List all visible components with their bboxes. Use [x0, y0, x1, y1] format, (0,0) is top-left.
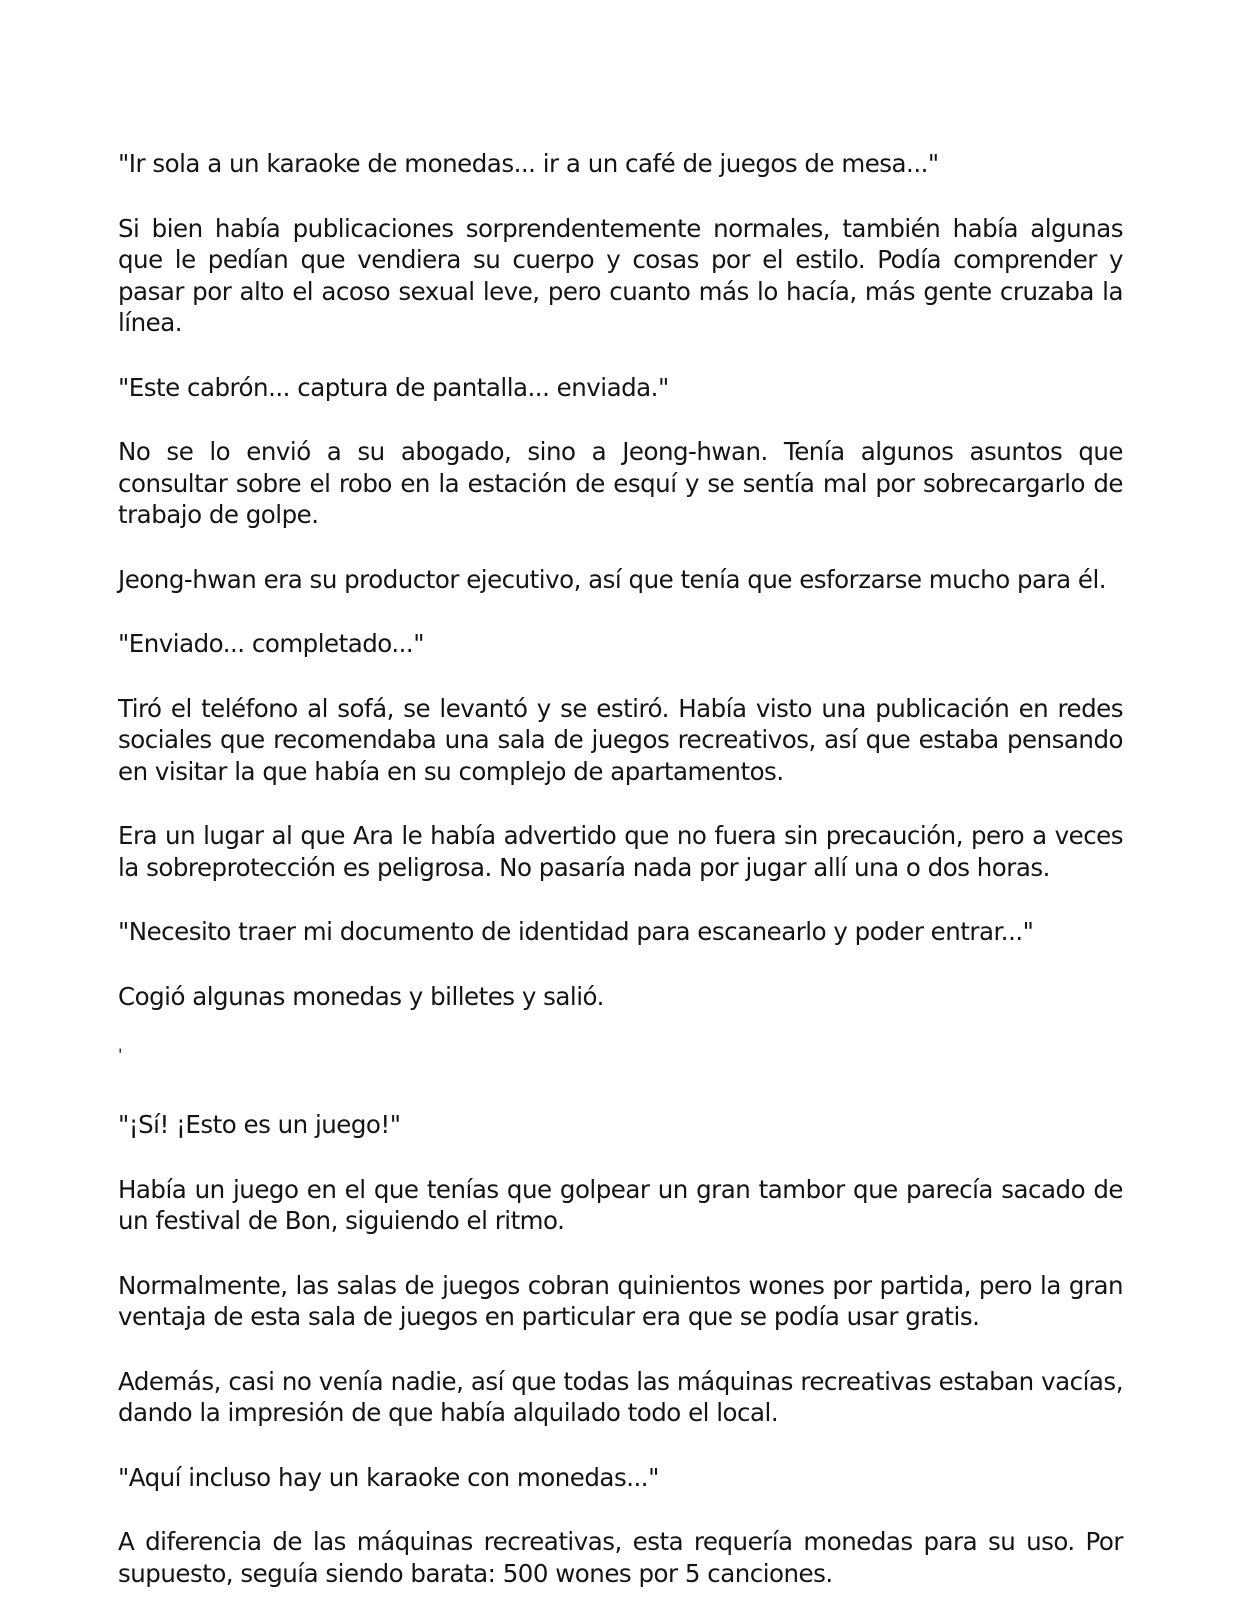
paragraph: Cogió algunas monedas y billetes y salió.	[118, 981, 604, 1011]
paragraph: "Aquí incluso hay un karaoke con monedas..."	[118, 1462, 659, 1492]
paragraph: Normalmente, las salas de juegos cobran quinientos wones por partida, pero la gran ventaja de esta sala de juegos en particular era que se podía usar gratis.	[118, 1270, 1123, 1331]
paragraph: "Este cabrón... captura de pantalla... enviada."	[118, 372, 669, 402]
paragraph: Tiró el teléfono al sofá, se levantó y se estiró. Había visto una publicación en redes sociales que recomendaba una sala de juegos recreativos, así que estaba pensando en visitar la que había en su complejo de apartamentos.	[118, 693, 1123, 786]
paragraph: "Enviado... completado..."	[118, 629, 424, 658]
scene-separator: '	[118, 1045, 122, 1064]
body-text	[118, 148, 1123, 1622]
paragraph: Era un lugar al que Ara le había advertido que no fuera sin precaución, pero a veces la sobreprotección es peligrosa. No pasaría nada por jugar allí una o dos horas.	[118, 821, 1123, 882]
paragraph: "Ir sola a un karaoke de monedas... ir a un café de juegos de mesa..."	[118, 149, 939, 178]
paragraph: Jeong-hwan era su productor ejecutivo, así que tenía que esforzarse mucho para él.	[118, 564, 1107, 594]
paragraph: "¡Sí! ¡Esto es un juego!"	[118, 1110, 401, 1139]
paragraph: No se lo envió a su abogado, sino a Jeong-hwan. Tenía algunos asuntos que consultar sobre el robo en la estación de esquí y se sentía mal por sobrecargarlo de trabajo de golpe.	[118, 437, 1123, 529]
paragraph: "Necesito traer mi documento de identidad para escanearlo y poder entrar..."	[118, 917, 1034, 946]
paragraph: Además, casi no venía nadie, así que todas las máquinas recreativas estaban vacías, dando la impresión de que había alquilado todo el local.	[118, 1366, 1123, 1427]
paragraph: Había un juego en el que tenías que golpear un gran tambor que parecía sacado de un festival de Bon, siguiendo el ritmo.	[118, 1174, 1123, 1235]
paragraph: A diferencia de las máquinas recreativas, esta requería monedas para su uso. Por supuesto, seguía siendo barata: 500 wones por 5 canciones.	[118, 1527, 1123, 1588]
paragraph: Si bien había publicaciones sorprendentemente normales, también había algunas que le pedían que vendiera su cuerpo y cosas por el estilo. Podía comprender y pasar por alto el acoso sexual leve, pero cuanto más lo hacía, más gente cruzaba la línea.	[118, 213, 1123, 337]
